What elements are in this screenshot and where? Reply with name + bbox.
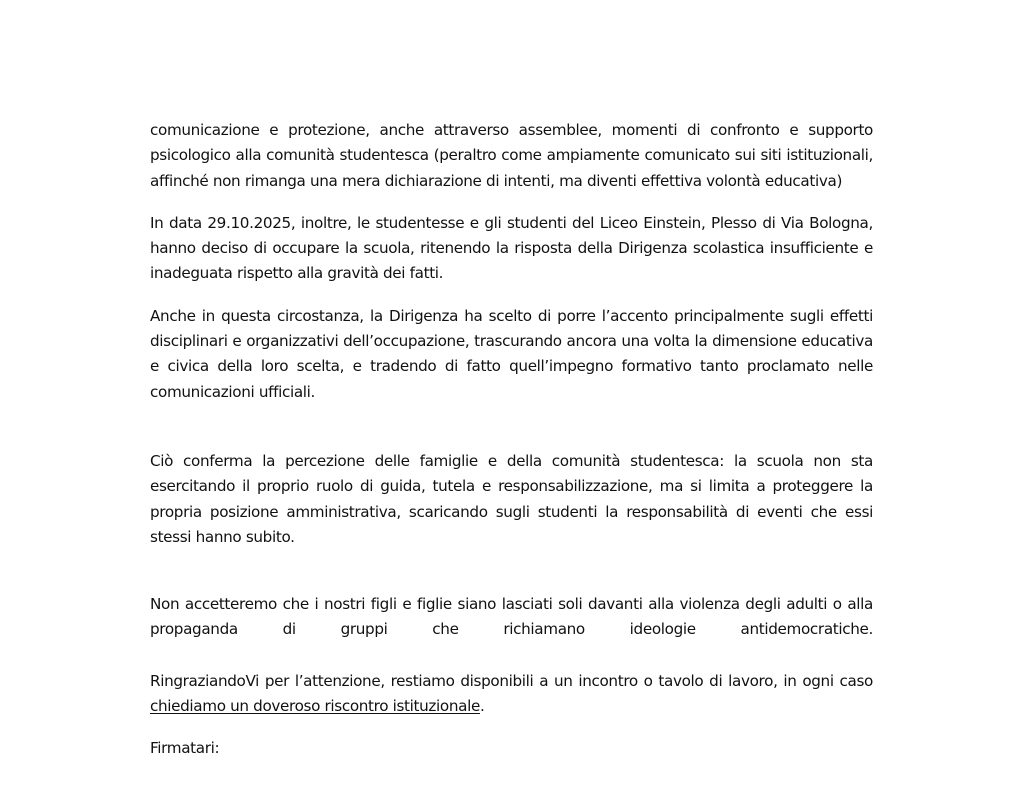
paragraph-dirigenza-response: Anche in questa circostanza, la Dirigenza ha scelto di porre l’accento principalmente sugli effetti disciplinari e organizzativi dell’occupazione, trascurando ancora una volta la dimensione educativa e civica della loro scelta, e tradendo di fatto quell’impegno formativo tanto proclamato nelle comunicazioni ufficiali. [150, 306, 873, 401]
paragraph-perception: Ciò conferma la percezione delle famiglie e della comunità studentesca: la scuola non sta esercitando il proprio ruolo di guida, tutela e responsabilizzazione, ma si limita a proteggere la propria posizione amministrativa, scaricando sugli studenti la responsabilità di eventi che essi stessi hanno subito. [150, 451, 873, 546]
paragraph-occupation-date: In data 29.10.2025, inoltre, le studentesse e gli studenti del Liceo Einstein, Plesso di Via Bologna, hanno deciso di occupare la scuola, ritenendo la risposta della Dirigenza scolastica insufficiente e inadeguata rispetto alla gravità dei fatti. [150, 213, 873, 283]
closing-punctuation: . [479, 697, 485, 716]
paragraph-refusal: Non accetteremo che i nostri figli e figlie siano lasciati soli davanti alla violenza degli adulti o alla propaganda di gruppi che richiamano ideologie antidemocratiche. [150, 595, 873, 639]
signatories-label: Firmatari: [150, 739, 220, 758]
underlined-request: chiediamo un doveroso riscontro istituzionale [150, 697, 480, 716]
closing-text: RingraziandoVi per l’attenzione, restiamo disponibili a un incontro o tavolo di lavoro, in ogni caso [150, 671, 873, 690]
paragraph-closing [150, 669, 873, 720]
document-page [150, 118, 873, 762]
paragraph-support-commitment: comunicazione e protezione, anche attraverso assemblee, momenti di confronto e supporto psicologico alla comunità studentesca (peraltro come ampiamente comunicato sui siti istituzionali, affinché non rimanga una mera dichiarazione di intenti, ma diventi effettiva volontà educativa) [150, 121, 873, 190]
